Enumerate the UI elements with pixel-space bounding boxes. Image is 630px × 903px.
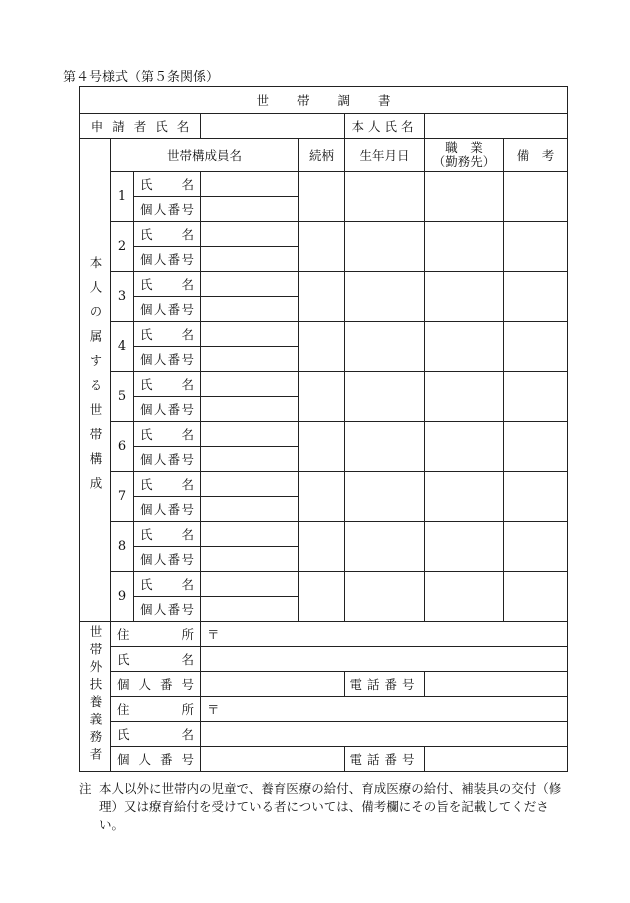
member-remarks-field[interactable] (504, 372, 568, 422)
member-remarks-field[interactable] (504, 322, 568, 372)
member-personal-number-field[interactable] (201, 297, 299, 322)
member-relation-field[interactable] (299, 322, 345, 372)
outside-section-label (80, 622, 111, 772)
supporter-personal-number-field[interactable] (201, 672, 345, 697)
supporter-name-label: 氏 名 (111, 722, 201, 747)
member-personal-number-field[interactable] (201, 347, 299, 372)
member-birthdate-field[interactable] (345, 572, 425, 622)
member-number: 3 (111, 272, 134, 322)
member-personal-number-label: 個人番号 (134, 297, 201, 322)
member-number: 9 (111, 572, 134, 622)
member-name-label: 氏 名 (134, 572, 201, 597)
relation-header: 続柄 (299, 139, 345, 172)
member-personal-number-field[interactable] (201, 547, 299, 572)
supporter-address-row (80, 622, 568, 647)
supporter-address-field[interactable] (201, 622, 568, 647)
member-birthdate-field[interactable] (345, 522, 425, 572)
member-relation-field[interactable] (299, 172, 345, 222)
member-name-label: 氏 名 (134, 472, 201, 497)
supporter-phone-field[interactable] (425, 747, 568, 772)
remarks-header: 備 考 (504, 139, 568, 172)
member-personal-number-field[interactable] (201, 597, 299, 622)
applicant-name-field[interactable] (201, 114, 345, 139)
member-personal-number-label: 個人番号 (134, 247, 201, 272)
member-row (80, 472, 568, 497)
supporter-name-row (80, 722, 568, 747)
supporter-name-label: 氏 名 (111, 647, 201, 672)
member-row (80, 222, 568, 247)
household-section-text: 本人の属する世帯構成 (88, 256, 103, 501)
member-job-field[interactable] (425, 522, 504, 572)
outside-section-text: 世帯外扶養義務者 (88, 625, 103, 765)
member-row (80, 322, 568, 347)
postal-mark: 〒 (207, 627, 220, 642)
member-personal-number-label: 個人番号 (134, 397, 201, 422)
member-birthdate-field[interactable] (345, 222, 425, 272)
supporter-personal-number-field[interactable] (201, 747, 345, 772)
member-name-field[interactable] (201, 422, 299, 447)
birthdate-header: 生年月日 (345, 139, 425, 172)
member-relation-field[interactable] (299, 222, 345, 272)
footnote-text: 本人以外に世帯内の児童で、養育医療の給付、育成医療の給付、補装具の交付（修理）又は療育給付を受けている者については、備考欄にその旨を記載してください。 (99, 781, 562, 832)
member-personal-number-label: 個人番号 (134, 547, 201, 572)
member-row (80, 572, 568, 597)
postal-mark: 〒 (207, 702, 220, 717)
member-personal-number-field[interactable] (201, 497, 299, 522)
member-personal-number-label: 個人番号 (134, 347, 201, 372)
member-name-field[interactable] (201, 472, 299, 497)
supporter-name-field[interactable] (201, 722, 568, 747)
member-job-field[interactable] (425, 222, 504, 272)
member-birthdate-field[interactable] (345, 422, 425, 472)
member-name-label: 氏 名 (134, 172, 201, 197)
member-name-label: 氏 名 (134, 372, 201, 397)
member-row (80, 172, 568, 197)
member-name-field[interactable] (201, 372, 299, 397)
member-name-label: 氏 名 (134, 322, 201, 347)
member-number: 6 (111, 422, 134, 472)
member-name-field[interactable] (201, 172, 299, 197)
member-birthdate-field[interactable] (345, 372, 425, 422)
member-row (80, 422, 568, 447)
member-name-label: 氏 名 (134, 272, 201, 297)
member-personal-number-field[interactable] (201, 447, 299, 472)
member-personal-number-label: 個人番号 (134, 447, 201, 472)
member-remarks-field[interactable] (504, 172, 568, 222)
member-relation-field[interactable] (299, 572, 345, 622)
member-name-field[interactable] (201, 222, 299, 247)
supporter-phone-label: 電話番号 (345, 672, 425, 697)
member-personal-number-label: 個人番号 (134, 497, 201, 522)
member-name-label: 氏 名 (134, 522, 201, 547)
member-relation-field[interactable] (299, 522, 345, 572)
household-survey-table (79, 86, 568, 772)
footnote-mark: 注 (79, 781, 92, 796)
supporter-name-row (80, 647, 568, 672)
member-number: 4 (111, 322, 134, 372)
member-name-field[interactable] (201, 272, 299, 297)
member-row (80, 272, 568, 297)
member-job-field[interactable] (425, 172, 504, 222)
supporter-number-row (80, 747, 568, 772)
member-number: 8 (111, 522, 134, 572)
form-title: 世帯調書 (80, 87, 568, 114)
member-name-field[interactable] (201, 572, 299, 597)
member-number: 2 (111, 222, 134, 272)
member-job-field[interactable] (425, 422, 504, 472)
member-remarks-field[interactable] (504, 272, 568, 322)
member-row (80, 522, 568, 547)
member-number: 1 (111, 172, 134, 222)
member-personal-number-field[interactable] (201, 397, 299, 422)
member-number: 7 (111, 472, 134, 522)
member-row (80, 372, 568, 397)
member-job-field[interactable] (425, 322, 504, 372)
supporter-number-row (80, 672, 568, 697)
member-relation-field[interactable] (299, 272, 345, 322)
member-remarks-field[interactable] (504, 222, 568, 272)
member-birthdate-field[interactable] (345, 172, 425, 222)
member-relation-field[interactable] (299, 422, 345, 472)
supporter-name-field[interactable] (201, 647, 568, 672)
supporter-address-label: 住 所 (111, 622, 201, 647)
member-personal-number-field[interactable] (201, 247, 299, 272)
supporter-address-field[interactable] (201, 697, 568, 722)
member-remarks-field[interactable] (504, 422, 568, 472)
form-number-label: 第４号様式（第５条関係） (63, 70, 220, 85)
member-remarks-field[interactable] (504, 572, 568, 622)
member-relation-field[interactable] (299, 472, 345, 522)
member-personal-number-label: 個人番号 (134, 197, 201, 222)
member-relation-field[interactable] (299, 372, 345, 422)
member-birthdate-field[interactable] (345, 472, 425, 522)
supporter-address-label: 住 所 (111, 697, 201, 722)
applicant-name-label: 申請者氏名 (80, 114, 201, 139)
supporter-personal-number-label: 個人番号 (111, 672, 201, 697)
job-header-line1: 職 業 (445, 140, 483, 155)
member-job-field[interactable] (425, 572, 504, 622)
footnote (79, 780, 567, 834)
member-personal-number-label: 個人番号 (134, 597, 201, 622)
member-job-field[interactable] (425, 372, 504, 422)
self-name-field[interactable] (425, 114, 568, 139)
supporter-phone-field[interactable] (425, 672, 568, 697)
self-name-label: 本人氏名 (345, 114, 425, 139)
member-name-label: 氏 名 (134, 222, 201, 247)
supporter-personal-number-label: 個人番号 (111, 747, 201, 772)
member-name-header: 世帯構成員名 (111, 139, 299, 172)
member-remarks-field[interactable] (504, 472, 568, 522)
member-job-field[interactable] (425, 472, 504, 522)
supporter-phone-label: 電話番号 (345, 747, 425, 772)
supporter-address-row (80, 697, 568, 722)
member-personal-number-field[interactable] (201, 197, 299, 222)
member-birthdate-field[interactable] (345, 322, 425, 372)
job-header (425, 139, 504, 172)
member-remarks-field[interactable] (504, 522, 568, 572)
household-section-label (80, 139, 111, 622)
member-name-field[interactable] (201, 322, 299, 347)
job-header-line2: （勤務先） (432, 154, 496, 169)
member-birthdate-field[interactable] (345, 272, 425, 322)
member-job-field[interactable] (425, 272, 504, 322)
member-name-field[interactable] (201, 522, 299, 547)
member-number: 5 (111, 372, 134, 422)
member-name-label: 氏 名 (134, 422, 201, 447)
